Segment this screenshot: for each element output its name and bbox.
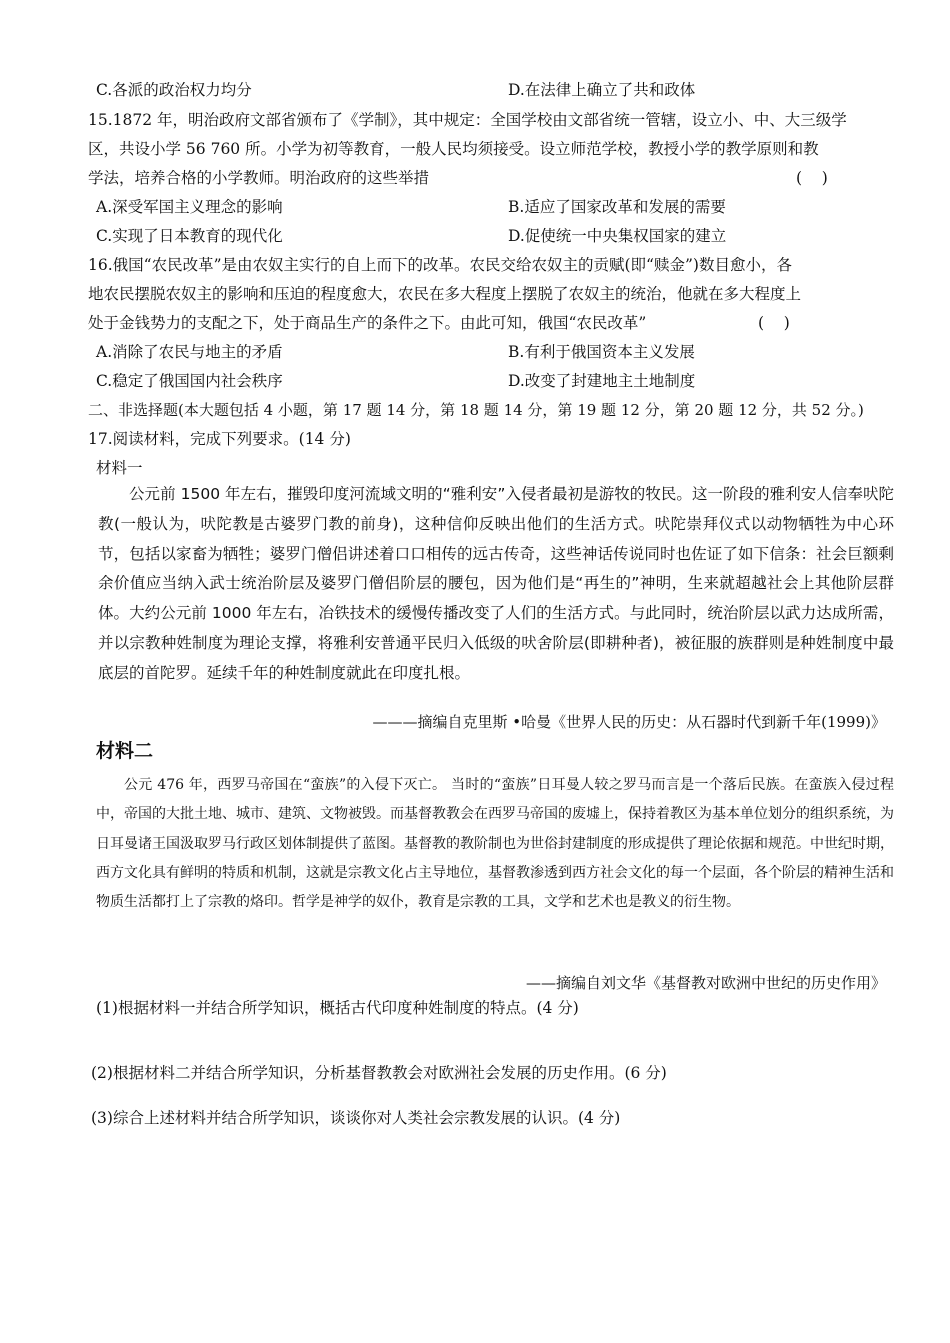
- q17-subquestion-2: (2)根据材料二并结合所学知识，分析基督教教会对欧洲社会发展的历史作用。(6 分): [91, 1064, 667, 1082]
- q14-option-c: C.各派的政治权力均分: [96, 81, 252, 99]
- q17-title: 17.阅读材料，完成下列要求。(14 分): [88, 430, 351, 448]
- material1-text: 公元前 1500 年左右，摧毁印度河流域文明的“雅利安”入侵者最初是游牧的牧民。这一阶段的雅利安人信奉吠陀教(一般认为，吠陀教是古婆罗门教的前身)，这种信仰反映出他们的生活方式。吠陀崇拜仪式以动物牺牲为中心环节，包括以家畜为牺牲；婆罗门僧侣讲述着口口相传的远古传奇，这些神话传说同时也佐证了如下信条：社会巨额剩余价值应当纳入武士统治阶层及婆罗门僧侣阶层的腰包，因为他们是“再生的”神明，生来就超越社会上其他阶层群体。大约公元前 1000 年左右，冶铁技术的缓慢传播改变了人们的生活方式。与此同时，统治阶层以武力达成所需，并以宗教种姓制度为理论支撑，将雅利安普通平民归入低级的吠舍阶层(即耕种者)，被征服的族群则是种姓制度中最底层的首陀罗。延续千年的种姓制度就此在印度扎根。: [98, 485, 894, 682]
- q16-stem-line2: 地农民摆脱农奴主的影响和压迫的程度愈大，农民在多大程度上摆脱了农奴主的统治，他就在多大程度上: [88, 285, 802, 303]
- q16-stem-line1: 16.俄国“农民改革”是由农奴主实行的自上而下的改革。农民交给农奴主的贡赋(即“赎金”)数目愈小，各: [88, 256, 792, 274]
- q15-answer-bracket: ( ): [796, 169, 828, 187]
- q16-option-a: A.消除了农民与地主的矛盾: [96, 343, 283, 361]
- material2-label: 材料二: [96, 740, 154, 762]
- q16-answer-bracket: ( ): [758, 314, 790, 332]
- q15-option-a: A.深受军国主义理念的影响: [96, 198, 283, 216]
- q15-stem-line3: 学法，培养合格的小学教师。明治政府的这些举措: [88, 169, 430, 187]
- material2-text: 公元 476 年，西罗马帝国在“蛮族”的入侵下灭亡。 当时的“蛮族”日耳曼人较之罗马而言是一个落后民族。在蛮族入侵过程中，帝国的大批土地、城市、建筑、文物被毁。而基督教教会在西罗马帝国的废墟上，保持着教区为基本单位划分的组织系统，为日耳曼诸王国汲取罗马行政区划体制提供了蓝图。基督教的教阶制也为世俗封建制度的形成提供了理论依据和规范。中世纪时期，西方文化具有鲜明的特质和机制，这就是宗教文化占主导地位，基督教渗透到西方社会文化的每一个层面，各个阶层的精神生活和物质生活都打上了宗教的烙印。哲学是神学的奴仆，教育是宗教的工具，文学和艺术也是教义的衍生物。: [96, 777, 894, 911]
- section2-heading: 二、非选择题(本大题包括 4 小题，第 17 题 14 分，第 18 题 14 分，第 19 题 12 分，第 20 题 12 分，共 52 分。): [88, 401, 864, 419]
- q14-option-d: D.在法律上确立了共和政体: [508, 81, 696, 99]
- q15-stem-line2: 区，共设小学 56 760 所。小学为初等教育，一般人民均须接受。设立师范学校，教授小学的教学原则和教: [88, 140, 819, 158]
- q16-option-d: D.改变了封建地主土地制度: [508, 372, 696, 390]
- q17-subquestion-3: (3)综合上述材料并结合所学知识，谈谈你对人类社会宗教发展的认识。(4 分): [91, 1109, 621, 1127]
- q17-subquestion-1: (1)根据材料一并结合所学知识，概括古代印度种姓制度的特点。(4 分): [96, 999, 579, 1017]
- q15-option-b: B.适应了国家改革和发展的需要: [508, 198, 726, 216]
- material1-source: ———摘编自克里斯 •哈曼《世界人民的历史：从石器时代到新千年(1999)》: [372, 713, 886, 731]
- material1-label: 材料一: [96, 459, 143, 477]
- q16-option-b: B.有利于俄国资本主义发展: [508, 343, 695, 361]
- q16-option-c: C.稳定了俄国国内社会秩序: [96, 372, 283, 390]
- q15-option-c: C.实现了日本教育的现代化: [96, 227, 283, 245]
- q15-stem-line1: 15.1872 年，明治政府文部省颁布了《学制》，其中规定：全国学校由文部省统一管辖，设立小、中、大三级学: [88, 111, 847, 129]
- q16-stem-line3: 处于金钱势力的支配之下，处于商品生产的条件之下。由此可知，俄国“农民改革”: [88, 314, 647, 332]
- material2-source: ——摘编自刘文华《基督教对欧洲中世纪的历史作用》: [525, 974, 886, 992]
- q15-option-d: D.促使统一中央集权国家的建立: [508, 227, 727, 245]
